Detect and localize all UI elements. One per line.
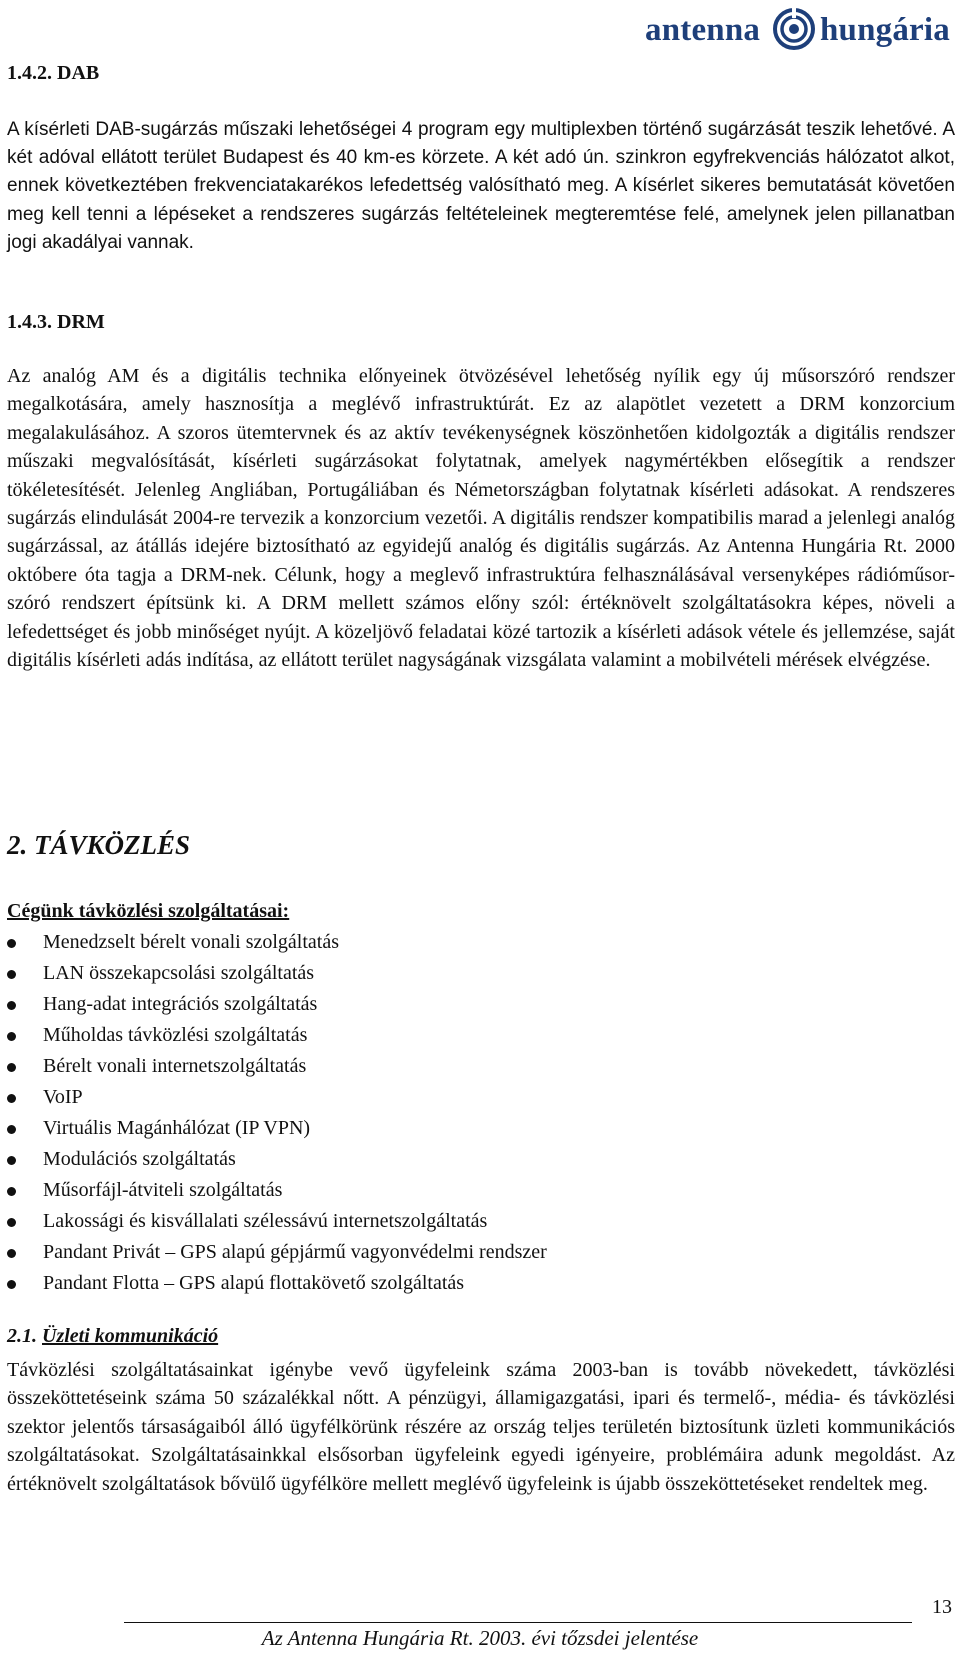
subsection-number: 2.1. <box>7 1325 37 1347</box>
paragraph-drm: Az analóg AM és a digitális technika előnyeinek ötvözésével lehetőség nyílik egy új műsorszóró rendszer megalkotására, amely hasznosítja a meglévő infrastruktúrát. Ez az alapötlet vezetett a DRM konzorcium megalakulásához. A szoros ütemtervnek és az aktív tevékenységnek köszönhetően kidolgozták a digitális rendszer műszaki megvalósítását, kísérleti sugárzásokat folytatnak, amelyek nagymértékben elősegítik a rendszer tökéletesítését. Jelenleg Angliában, Portugáliában és Németországban folytatnak kísérleti adásokat. A rendszeres sugárzás elindulását 2004-re tervezik a konzorcium vezetői. A digitális rendszer kompatibilis marad a jelenlegi analóg sugárzással, az átállás idejére biztosítható az egyidejű analóg és digitális sugárzás. Az Antenna Hungária Rt. 2000 októbere óta tagja a DRM-nek. Célunk, hogy a meglevő infrastruktúra felhasználásával versenyképes rádióműsor-szóró rendszert építsünk ki. A DRM mellett számos előny szól: értéknövelt szolgáltatásokra képes, növeli a lefedettséget és jobb minőséget nyújt. A közeljövő feladatai közé tartozik a kísérleti adások vétele és jellemzése, saját digitális kísérleti adás indítása, az ellátott terület nagyságának vizsgálata valamint a mobilvételi mérések elvégzése. <box>7 365 955 672</box>
section-heading-drm <box>7 311 105 334</box>
list-item: Menedzselt bérelt vonali szolgáltatás <box>0 927 547 958</box>
logo-word-antenna: antenna <box>645 12 761 48</box>
section-title: DRM <box>57 311 105 333</box>
logo-swirl-icon <box>772 6 816 52</box>
page-number: 13 <box>932 1596 952 1618</box>
list-item: Virtuális Magánhálózat (IP VPN) <box>0 1113 547 1144</box>
services-list <box>0 927 547 1299</box>
bullet-icon <box>7 1063 16 1072</box>
services-list-title: Cégünk távközlési szolgáltatásai: <box>7 900 290 922</box>
bullet-icon <box>7 939 16 948</box>
bullet-icon <box>7 1001 16 1010</box>
subsection-title: Üzleti kommunikáció <box>42 1325 219 1347</box>
bullet-icon <box>7 1094 16 1103</box>
bullet-icon <box>7 1156 16 1165</box>
chapter-heading <box>7 830 190 861</box>
logo-word-hungaria: hungária <box>820 12 950 48</box>
bullet-icon <box>7 1187 16 1196</box>
list-item: Hang-adat integrációs szolgáltatás <box>0 989 547 1020</box>
bullet-icon <box>7 1125 16 1134</box>
company-logo <box>645 6 957 56</box>
list-item: Műsorfájl-átviteli szolgáltatás <box>0 1175 547 1206</box>
list-item: LAN összekapcsolási szolgáltatás <box>0 958 547 989</box>
bullet-icon <box>7 1249 16 1258</box>
list-item: Modulációs szolgáltatás <box>0 1144 547 1175</box>
section-title: DAB <box>57 62 100 84</box>
bullet-icon <box>7 1218 16 1227</box>
section-number: 1.4.2. <box>7 62 52 84</box>
bullet-icon <box>7 1032 16 1041</box>
list-item: Pandant Privát – GPS alapú gépjármű vagyonvédelmi rendszer <box>0 1237 547 1268</box>
list-item: Pandant Flotta – GPS alapú flottakövető szolgáltatás <box>0 1268 547 1299</box>
section-heading-dab <box>7 62 99 85</box>
list-item: Bérelt vonali internetszolgáltatás <box>0 1051 547 1082</box>
chapter-title: TÁVKÖZLÉS <box>34 830 191 860</box>
paragraph-dab: A kísérleti DAB-sugárzás műszaki lehetőségei 4 program egy multiplexben történő sugárzását teszik lehetővé. A két adóval ellátott terület Budapest és 40 km-es körzete. A két adó ún. szinkron egyfrekvenciás hálózatot alkot, ennek következtében frekvenciatakarékos lefedettség valósítható meg. A kísérlet sikeres bemutatását követően meg kell tenni a lépéseket a rendszeres sugárzás feltételeinek megteremtése felé, amelynek jelen pillanatban jogi akadályai vannak. <box>7 119 955 253</box>
chapter-number: 2. <box>7 830 28 860</box>
list-item: Lakossági és kisvállalati szélessávú internetszolgáltatás <box>0 1206 547 1237</box>
list-item: VoIP <box>0 1082 547 1113</box>
bullet-icon <box>7 1280 16 1289</box>
bullet-icon <box>7 970 16 979</box>
subsection-heading-business <box>7 1325 218 1348</box>
section-number: 1.4.3. <box>7 311 52 333</box>
list-item: Műholdas távközlési szolgáltatás <box>0 1020 547 1051</box>
footer-text: Az Antenna Hungária Rt. 2003. évi tőzsdei jelentése <box>261 1626 699 1650</box>
paragraph-business: Távközlési szolgáltatásainkat igénybe vevő ügyfeleink száma 2003-ban is tovább növekedett, távközlési összeköttetéseink száma 50 százalékkal nőtt. A pénzügyi, államigazgatási, ipari és termelő-, média- és távközlési szektor jelentős társaságaiból álló ügyfélkörünk részére az ország teljes területén biztosítunk üzleti kommunikációs szolgáltatásokat. Szolgáltatásainkkal elsősorban ügyfeleink egyedi igényeire, problémáira adunk megoldást. Az értéknövelt szolgáltatások bővülő ügyfélköre mellett meglévő ügyfeleink is újabb összeköttetéseket rendeltek meg. <box>7 1359 955 1495</box>
footer-divider <box>124 1622 912 1623</box>
